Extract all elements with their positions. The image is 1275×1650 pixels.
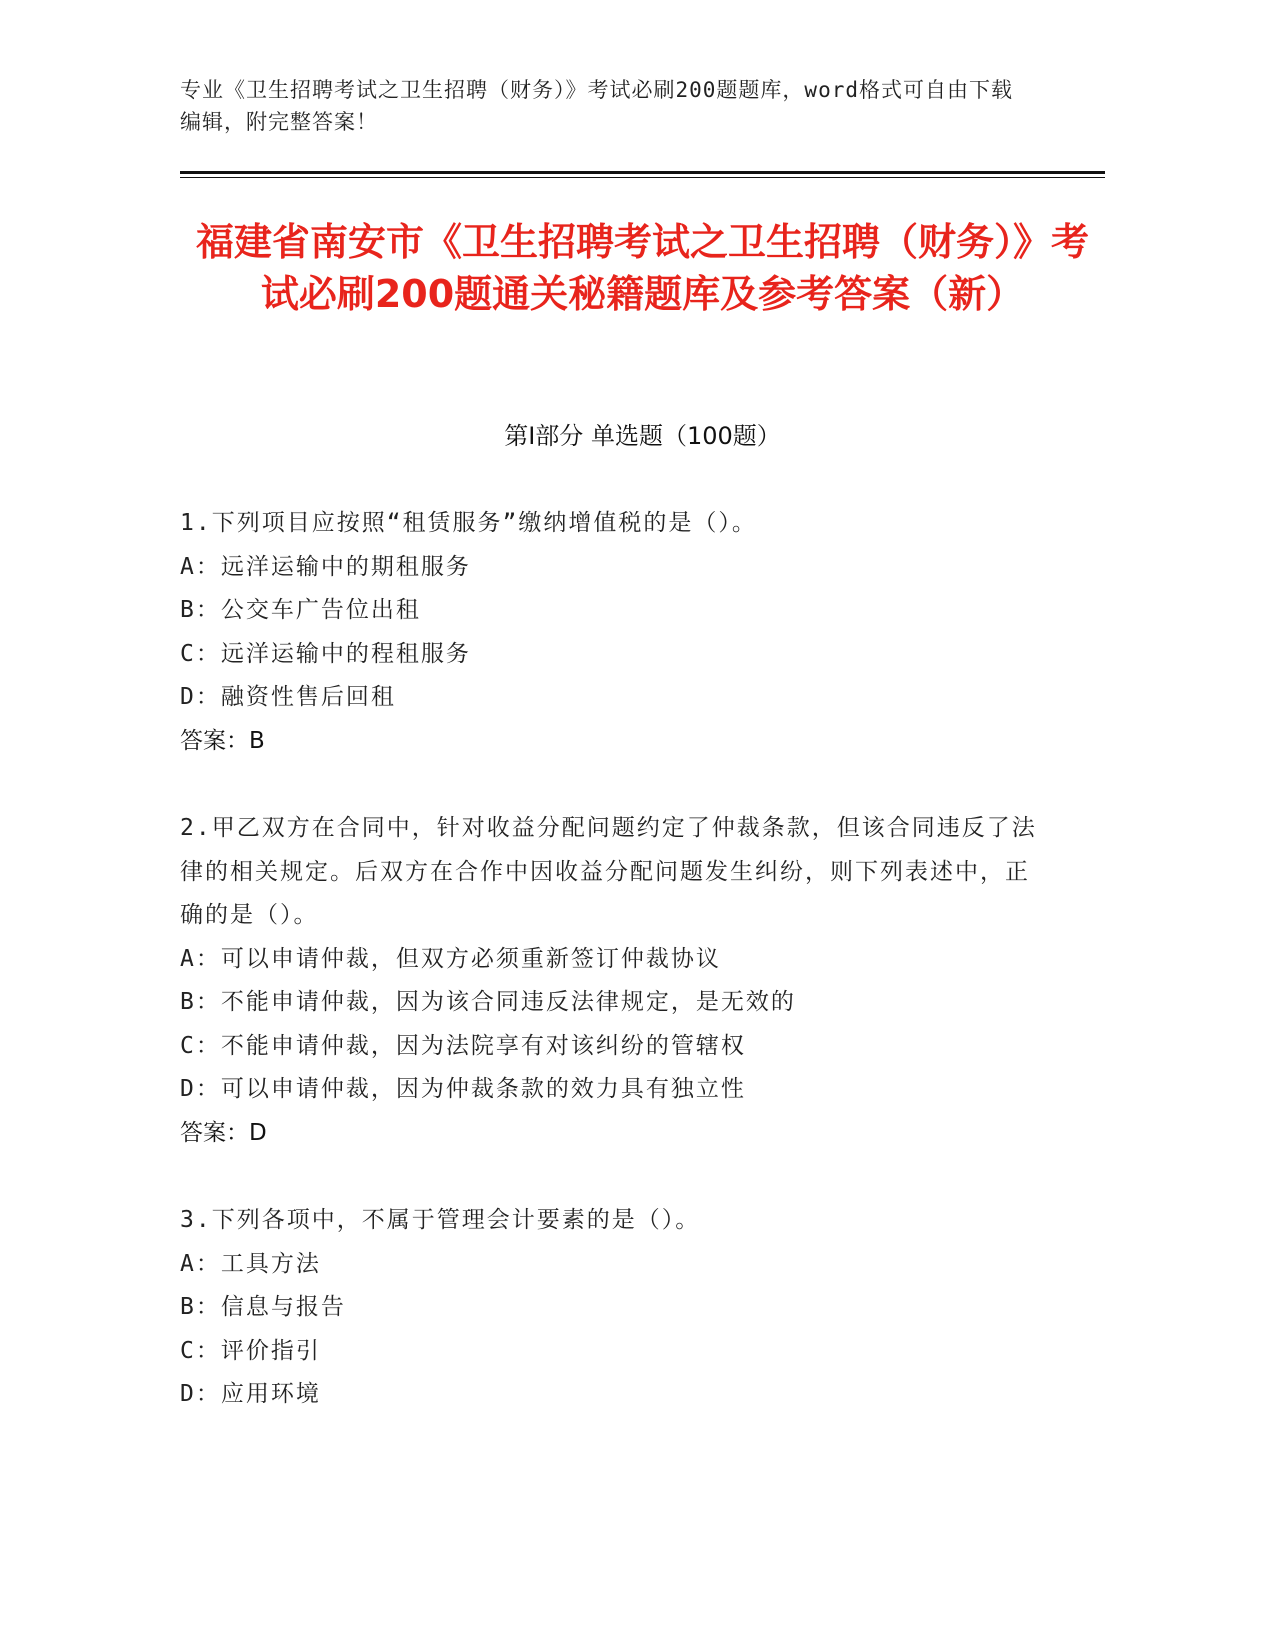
- option-d: D：可以申请仲裁，因为仲裁条款的效力具有独立性: [180, 1076, 746, 1102]
- header-divider-thin: [180, 177, 1105, 178]
- option-c: C：远洋运输中的程租服务: [180, 640, 471, 667]
- question-stem: 3.下列各项中，不属于管理会计要素的是（）。: [180, 1207, 701, 1233]
- option-a: A：可以申请仲裁，但双方必须重新签订仲裁协议: [180, 945, 721, 972]
- question-3: [180, 1199, 1040, 1417]
- header-divider-thick: [180, 171, 1105, 174]
- question-stem: 1.下列项目应按照“租赁服务”缴纳增值税的是（）。: [180, 510, 757, 536]
- option-d: D：融资性售后回租: [180, 684, 396, 710]
- option-a: A：工具方法: [180, 1250, 321, 1277]
- option-a: A：远洋运输中的期租服务: [180, 553, 471, 580]
- option-d: D：应用环境: [180, 1381, 321, 1407]
- section-heading: 第Ⅰ部分 单选题（100题）: [504, 422, 781, 450]
- option-b: B：信息与报告: [180, 1294, 346, 1320]
- intro-text: 专业《卫生招聘考试之卫生招聘（财务）》考试必刷200题题库，word格式可自由下载编辑，附完整答案！: [180, 78, 1013, 134]
- question-2: [180, 807, 1040, 1155]
- question-1: [180, 502, 1040, 763]
- option-b: B：不能申请仲裁，因为该合同违反法律规定，是无效的: [180, 989, 796, 1015]
- option-c: C：评价指引: [180, 1337, 321, 1364]
- answer-line: 答案：B: [180, 727, 265, 754]
- document-title: 福建省南安市《卫生招聘考试之卫生招聘（财务）》考试必刷200题通关秘籍题库及参考答案（新）: [195, 220, 1089, 316]
- option-c: C：不能申请仲裁，因为法院享有对该纠纷的管辖权: [180, 1032, 746, 1059]
- question-list: [180, 502, 1040, 1461]
- answer-line: 答案：D: [180, 1119, 267, 1146]
- option-b: B：公交车广告位出租: [180, 597, 421, 623]
- question-stem: 2.甲乙双方在合同中，针对收益分配问题约定了仲裁条款，但该合同违反了法律的相关规定。后双方在合作中因收益分配问题发生纠纷，则下列表述中，正确的是（）。: [180, 815, 1037, 928]
